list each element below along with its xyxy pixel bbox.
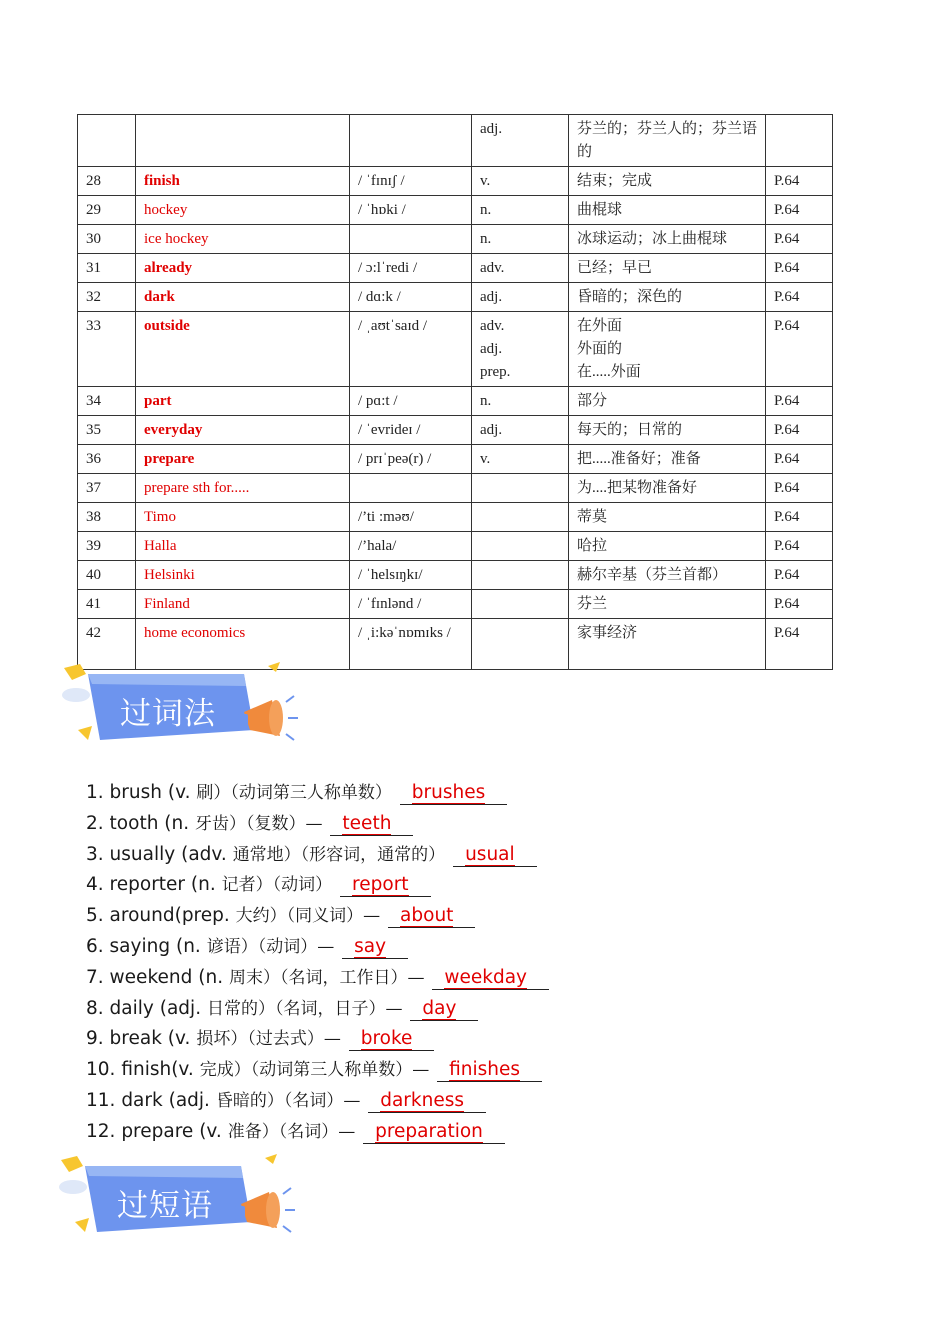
part-of-speech-cell (472, 619, 569, 670)
table-row (78, 503, 833, 532)
item-hint: adj. (175, 1089, 210, 1111)
item-number: 4. (86, 874, 104, 896)
word-cell: prepare sth for..... (136, 474, 350, 503)
part-of-speech-cell (472, 225, 569, 254)
table-row (78, 167, 833, 196)
meaning-cell (569, 474, 766, 503)
phonetic-cell (350, 474, 472, 503)
phonetic-cell: / pɑ:t / (350, 387, 472, 416)
part-of-speech-cell-line: prep. (480, 364, 511, 380)
vocabulary-table (77, 114, 833, 670)
section-banner-phrases (55, 1152, 295, 1242)
part-of-speech-cell-line: adv. (480, 318, 505, 334)
word-cell: home economics (136, 619, 350, 670)
item-word: dark (121, 1089, 163, 1111)
vocabulary-table-body (78, 115, 833, 670)
item-number: 10. (86, 1059, 116, 1081)
item-word: brush (109, 782, 162, 803)
section-title-words: 过词法 (120, 696, 216, 732)
item-word: finish(v. (121, 1059, 194, 1081)
part-of-speech-cell-line: adj. (480, 289, 503, 305)
word-cell: dark (136, 283, 350, 312)
item-hint: n. (171, 812, 190, 834)
page-ref-cell: P.64 (766, 416, 833, 445)
meaning-cell (569, 196, 766, 225)
meaning-cell-line: 在外面 (577, 318, 623, 334)
row-number: 42 (78, 619, 136, 670)
word-cell: already (136, 254, 350, 283)
item-instruction: 完成）（动词第三人称单数）— (199, 1060, 430, 1081)
item-hint: v. (175, 782, 191, 803)
part-of-speech-cell-line: v. (480, 173, 491, 189)
part-of-speech-cell (472, 503, 569, 532)
item-hint: adv. (188, 843, 227, 865)
meaning-cell-line: 已经；早已 (577, 260, 653, 276)
item-word: usually (109, 843, 176, 865)
table-row (78, 387, 833, 416)
item-hint: n. (198, 874, 216, 896)
row-number: 33 (78, 312, 136, 387)
meaning-cell (569, 387, 766, 416)
word-cell: Halla (136, 532, 350, 561)
section-title-phrases: 过短语 (117, 1188, 213, 1224)
word-cell: part (136, 387, 350, 416)
meaning-cell (569, 561, 766, 590)
item-number: 5. (86, 905, 104, 927)
word-cell: hockey (136, 196, 350, 225)
item-word: tooth (109, 812, 159, 834)
page-ref-cell: P.64 (766, 283, 833, 312)
page-ref-cell: P.64 (766, 387, 833, 416)
phonetic-cell: / ˌaʊtˈsaɪd / (350, 312, 472, 387)
phonetic-cell: / ˈhɒki / (350, 196, 472, 225)
meaning-cell-line: 昏暗的；深色的 (577, 289, 683, 305)
meaning-cell-line: 哈拉 (577, 538, 608, 554)
answer-blank (368, 1090, 486, 1113)
meaning-cell (569, 590, 766, 619)
page-ref-cell: P.64 (766, 254, 833, 283)
page-ref-cell (766, 115, 833, 167)
table-row (78, 115, 833, 167)
part-of-speech-cell-line: n. (480, 202, 492, 218)
answer-blank (363, 1121, 505, 1144)
exercise-list (86, 778, 786, 1148)
answer-text: report (352, 874, 409, 896)
meaning-cell (569, 416, 766, 445)
answer-blank (349, 1028, 435, 1051)
item-number: 9. (86, 1028, 104, 1050)
phonetic-cell: / prɪˈpeə(r) / (350, 445, 472, 474)
meaning-cell (569, 283, 766, 312)
table-row (78, 254, 833, 283)
phonetic-cell: / ˈfɪnlənd / (350, 590, 472, 619)
phonetic-cell: / ˈhelsɪŋkɪ/ (350, 561, 472, 590)
row-number: 34 (78, 387, 136, 416)
meaning-cell (569, 254, 766, 283)
table-row (78, 283, 833, 312)
page-ref-cell: P.64 (766, 225, 833, 254)
answer-text: broke (360, 1028, 413, 1050)
item-hint: v. (175, 1028, 191, 1050)
meaning-cell (569, 225, 766, 254)
answer-text: say (354, 935, 387, 957)
answer-blank (342, 936, 408, 959)
part-of-speech-cell (472, 196, 569, 225)
meaning-cell-line: 每天的；日常的 (577, 422, 683, 438)
item-number: 8. (86, 997, 104, 1019)
table-row (78, 590, 833, 619)
item-instruction: 刷）（动词第三人称单数） (196, 783, 392, 803)
phonetic-cell (350, 115, 472, 167)
row-number: 29 (78, 196, 136, 225)
answer-text: teeth (342, 812, 392, 834)
phonetic-cell: /’hala/ (350, 532, 472, 561)
table-row (78, 532, 833, 561)
word-cell: Helsinki (136, 561, 350, 590)
table-row (78, 445, 833, 474)
list-item: 11. dark (adj. 昏暗的）（名词）— darkness (86, 1086, 786, 1117)
answer-text: finishes (449, 1059, 520, 1081)
answer-text: about (400, 905, 454, 927)
meaning-cell-line: 在.....外面 (577, 364, 641, 380)
answer-blank (340, 874, 431, 897)
part-of-speech-cell (472, 561, 569, 590)
item-instruction: 昏暗的）（名词）— (215, 1090, 361, 1111)
row-number: 31 (78, 254, 136, 283)
phonetic-cell (350, 225, 472, 254)
part-of-speech-cell (472, 167, 569, 196)
meaning-cell-line: 结束；完成 (577, 173, 653, 189)
item-word: reporter (109, 874, 186, 896)
meaning-cell (569, 312, 766, 387)
word-cell: outside (136, 312, 350, 387)
list-item (86, 901, 786, 932)
table-row (78, 225, 833, 254)
row-number: 28 (78, 167, 136, 196)
part-of-speech-cell (472, 115, 569, 167)
row-number: 39 (78, 532, 136, 561)
list-item: 4. reporter (n. 记者）（动词） report (86, 870, 786, 901)
item-instruction: 记者）（动词） (221, 875, 333, 896)
part-of-speech-cell (472, 474, 569, 503)
row-number: 37 (78, 474, 136, 503)
answer-blank (410, 998, 478, 1021)
part-of-speech-cell-line: adj. (480, 422, 503, 438)
page-ref-cell: P.64 (766, 590, 833, 619)
item-instruction: 准备）（名词）— (227, 1121, 356, 1142)
item-word: break (109, 1028, 162, 1050)
list-item: 9. break (v. 损坏）（过去式）— broke (86, 1024, 786, 1055)
meaning-cell (569, 445, 766, 474)
part-of-speech-cell-line: adj. (480, 121, 503, 137)
word-cell: prepare (136, 445, 350, 474)
list-item (86, 1055, 786, 1086)
list-item: 1. brush (v. 刷）（动词第三人称单数） brushes (86, 778, 786, 809)
part-of-speech-cell (472, 445, 569, 474)
phonetic-cell: / ˌi:kəˈnɒmɪks / (350, 619, 472, 670)
phonetic-cell: /’ti :məʊ/ (350, 503, 472, 532)
phonetic-cell: / ˈfɪnɪʃ / (350, 167, 472, 196)
page-ref-cell: P.64 (766, 167, 833, 196)
word-cell (136, 115, 350, 167)
page-ref-cell: P.64 (766, 503, 833, 532)
row-number: 41 (78, 590, 136, 619)
item-number: 12. (86, 1120, 116, 1142)
item-instruction: 谚语）（动词）— (206, 936, 335, 957)
list-item: 8. daily (adj. 日常的）（名词，日子）— day (86, 994, 786, 1025)
item-word: around(prep. (109, 905, 230, 927)
item-instruction: 大约）（同义词）— (235, 906, 381, 927)
answer-text: preparation (375, 1120, 483, 1142)
meaning-cell (569, 167, 766, 196)
answer-text: darkness (380, 1089, 465, 1111)
answer-blank (388, 905, 475, 928)
section-banner-words (58, 660, 298, 750)
item-word: daily (109, 997, 154, 1019)
item-number: 6. (86, 935, 104, 957)
part-of-speech-cell (472, 416, 569, 445)
row-number: 32 (78, 283, 136, 312)
meaning-cell (569, 115, 766, 167)
phonetic-cell: / ɔ:lˈredi / (350, 254, 472, 283)
item-number: 2. (86, 812, 104, 834)
answer-blank (330, 813, 413, 836)
meaning-cell-line: 芬兰的；芬兰人的；芬兰语的 (577, 121, 758, 160)
answer-text: brushes (411, 782, 486, 803)
meaning-cell-line: 家事经济 (577, 625, 638, 641)
word-cell: Finland (136, 590, 350, 619)
meaning-cell-line: 外面的 (577, 341, 623, 357)
meaning-cell (569, 619, 766, 670)
page-ref-cell: P.64 (766, 196, 833, 225)
list-item: 12. prepare (v. 准备）（名词）— preparation (86, 1117, 786, 1148)
part-of-speech-cell (472, 590, 569, 619)
page-ref-cell: P.64 (766, 532, 833, 561)
part-of-speech-cell (472, 312, 569, 387)
row-number: 35 (78, 416, 136, 445)
part-of-speech-cell (472, 283, 569, 312)
answer-blank (453, 844, 537, 867)
list-item: 6. saying (n. 谚语）（动词）— say (86, 932, 786, 963)
item-number: 3. (86, 843, 104, 865)
item-hint: v. (206, 1120, 222, 1142)
row-number: 38 (78, 503, 136, 532)
list-item: 7. weekend (n. 周末）（名词，工作日）— weekday (86, 963, 786, 994)
meaning-cell-line: 把.....准备好；准备 (577, 451, 701, 467)
answer-blank (437, 1059, 542, 1082)
answer-text: day (422, 997, 457, 1019)
row-number: 40 (78, 561, 136, 590)
answer-text: weekday (444, 966, 527, 988)
item-hint: n. (205, 966, 224, 988)
item-number: 7. (86, 966, 104, 988)
row-number: 36 (78, 445, 136, 474)
item-word: weekend (109, 966, 193, 988)
item-instruction: 通常地）（形容词，通常的） (232, 844, 446, 865)
phonetic-cell: / dɑ:k / (350, 283, 472, 312)
meaning-cell-line: 赫尔辛基（芬兰首都） (577, 567, 728, 583)
list-item: 3. usually (adv. 通常地）（形容词，通常的） usual (86, 840, 786, 871)
item-word: saying (109, 935, 171, 957)
page-ref-cell: P.64 (766, 312, 833, 387)
phonetic-cell: / ˈevrideɪ / (350, 416, 472, 445)
table-row (78, 561, 833, 590)
meaning-cell-line: 部分 (577, 393, 608, 409)
item-number: 11. (86, 1089, 116, 1111)
item-instruction: 日常的）（名词，日子）— (206, 998, 403, 1019)
page-ref-cell: P.64 (766, 619, 833, 670)
page-ref-cell: P.64 (766, 474, 833, 503)
part-of-speech-cell (472, 532, 569, 561)
item-hint: n. (183, 935, 201, 957)
item-word: prepare (121, 1120, 194, 1142)
word-cell: finish (136, 167, 350, 196)
table-row (78, 196, 833, 225)
table-row (78, 416, 833, 445)
word-cell: everyday (136, 416, 350, 445)
part-of-speech-cell-line: v. (480, 451, 491, 467)
page-ref-cell: P.64 (766, 561, 833, 590)
part-of-speech-cell-line: n. (480, 231, 492, 247)
meaning-cell-line: 蒂莫 (577, 509, 608, 525)
meaning-cell-line: 冰球运动；冰上曲棍球 (577, 231, 728, 247)
table-row (78, 474, 833, 503)
part-of-speech-cell-line: adv. (480, 260, 505, 276)
item-instruction: 周末）（名词，工作日）— (228, 967, 425, 988)
meaning-cell-line: 曲棍球 (577, 202, 623, 218)
meaning-cell (569, 503, 766, 532)
part-of-speech-cell (472, 387, 569, 416)
part-of-speech-cell (472, 254, 569, 283)
item-instruction: 损坏）（过去式）— (196, 1029, 341, 1050)
part-of-speech-cell-line: n. (480, 393, 492, 409)
word-cell: ice hockey (136, 225, 350, 254)
answer-blank (400, 782, 507, 805)
table-row (78, 312, 833, 387)
meaning-cell-line: 为....把某物准备好 (577, 480, 698, 496)
page-ref-cell: P.64 (766, 445, 833, 474)
row-number (78, 115, 136, 167)
item-instruction: 牙齿）（复数）— (195, 813, 323, 834)
answer-blank (432, 967, 549, 990)
list-item: 2. tooth (n. 牙齿）（复数）— teeth (86, 809, 786, 840)
answer-text: usual (465, 843, 515, 865)
item-number: 1. (86, 782, 104, 803)
row-number: 30 (78, 225, 136, 254)
word-cell: Timo (136, 503, 350, 532)
part-of-speech-cell-line: adj. (480, 341, 503, 357)
meaning-cell-line: 芬兰 (577, 596, 608, 612)
item-hint: adj. (166, 997, 202, 1019)
meaning-cell (569, 532, 766, 561)
